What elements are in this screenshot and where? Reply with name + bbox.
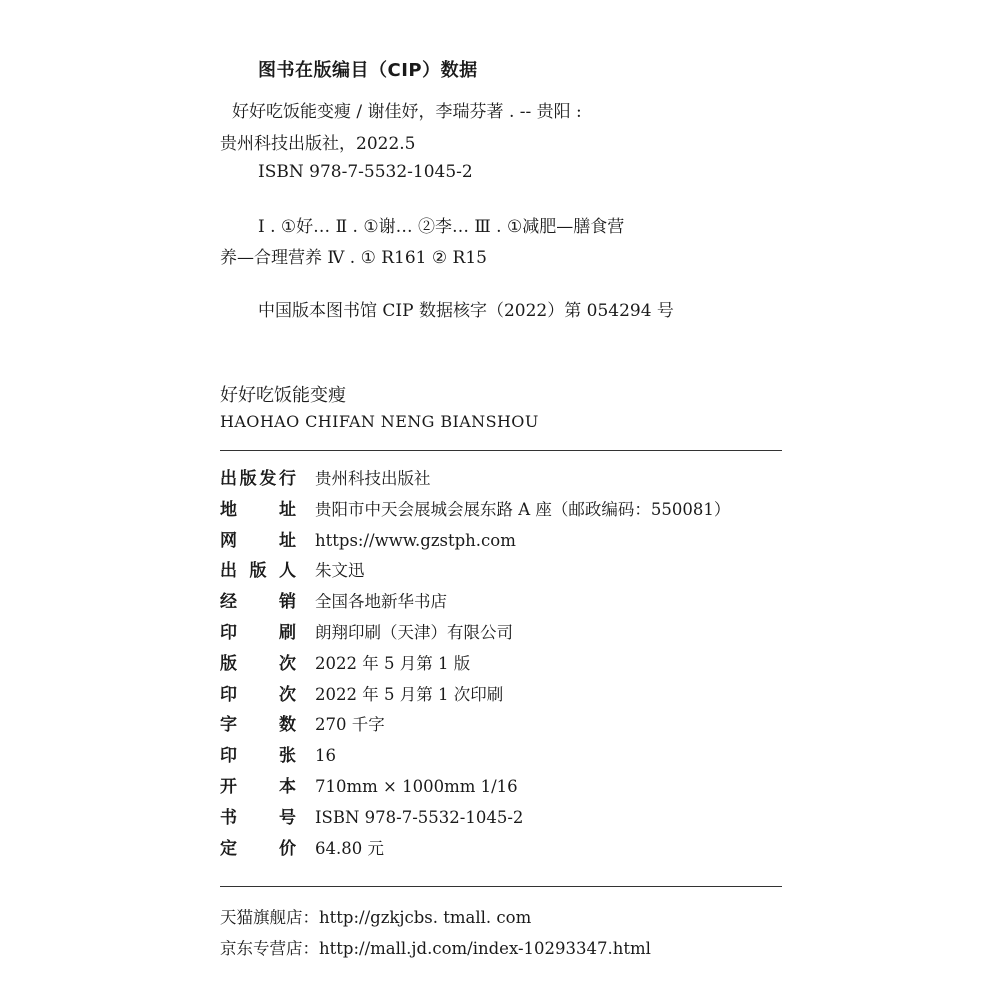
info-row [220, 837, 782, 868]
info-value: 贵州科技出版社 [315, 469, 431, 488]
book-title-chinese: 好好吃饭能变瘦 [220, 385, 346, 406]
cip-isbn: ISBN 978-7-5532-1045-2 [258, 162, 473, 182]
info-row [220, 467, 782, 498]
info-value: ISBN 978-7-5532-1045-2 [315, 807, 524, 827]
info-label-char: 印 [220, 684, 237, 705]
info-label [220, 775, 296, 799]
info-row [220, 590, 782, 621]
info-value: 710mm × 1000mm 1/16 [315, 776, 518, 796]
info-label-char: 印 [220, 746, 237, 767]
info-label [220, 590, 296, 614]
info-label-char: 次 [279, 684, 296, 705]
info-label [220, 529, 296, 553]
info-label-char: 人 [279, 561, 296, 582]
info-label-char: 开 [220, 776, 237, 797]
info-value: 全国各地新华书店 [315, 592, 447, 612]
info-label [220, 837, 296, 861]
info-label-char: 刷 [279, 622, 296, 643]
bottom-divider [220, 886, 782, 887]
jd-store-line: 京东专营店：http://mall.jd.com/index-10293347.html [220, 939, 651, 958]
info-label-char: 号 [279, 807, 296, 828]
info-value: 2022 年 5 月第 1 版 [315, 653, 471, 673]
info-label-char: 印 [220, 622, 237, 643]
info-label-char: 次 [279, 653, 296, 674]
info-label-char: 出 [220, 561, 237, 582]
info-label [220, 744, 296, 768]
info-label [220, 683, 296, 707]
info-label-char: 本 [279, 776, 296, 797]
info-value: 64.80 元 [315, 838, 384, 858]
info-row [220, 621, 782, 652]
info-row [220, 806, 782, 837]
info-row [220, 529, 782, 560]
info-label [220, 467, 296, 491]
info-row [220, 652, 782, 683]
info-label [220, 498, 296, 522]
info-value: 朱文迅 [315, 561, 365, 581]
cip-record-line-2: 贵州科技出版社，2022.5 [220, 134, 416, 154]
tmall-store-line: 天猫旗舰店：http://gzkjcbs. tmall. com [220, 908, 532, 927]
info-label-char: 数 [279, 715, 296, 736]
info-value: 朗翔印刷（天津）有限公司 [315, 622, 513, 642]
info-label-char: 地 [220, 499, 237, 520]
info-label [220, 713, 296, 737]
info-row [220, 683, 782, 714]
info-label [220, 621, 296, 645]
info-label-char: 字 [220, 715, 237, 736]
info-label-char: 版 [249, 561, 267, 582]
book-title-pinyin: HAOHAO CHIFAN NENG BIANSHOU [220, 412, 539, 431]
info-label-char: 书 [220, 807, 237, 828]
info-label-char: 张 [279, 746, 296, 767]
info-row [220, 744, 782, 775]
info-row [220, 559, 782, 590]
info-row [220, 775, 782, 806]
info-value: 2022 年 5 月第 1 次印刷 [315, 684, 504, 704]
info-value: 贵阳市中天会展城会展东路 A 座（邮政编码：550081） [315, 499, 731, 519]
info-row [220, 713, 782, 744]
cip-subject-line-1: Ⅰ . ①好… Ⅱ . ①谢… ②李… Ⅲ . ①减肥—膳食营 [258, 217, 625, 237]
cip-record-number: 中国版本图书馆 CIP 数据核字（2022）第 054294 号 [258, 301, 674, 321]
info-label-char: 址 [279, 499, 296, 520]
info-label-char: 版 [220, 653, 237, 674]
info-value: 16 [315, 746, 336, 766]
info-label-char: 出 [220, 469, 237, 489]
cip-heading: 图书在版编目（CIP）数据 [258, 60, 478, 81]
info-row [220, 498, 782, 529]
top-divider [220, 450, 782, 451]
info-value: https://www.gzstph.com [315, 530, 516, 550]
publication-info-table [220, 467, 782, 867]
info-label-char: 销 [279, 592, 296, 613]
info-label-char: 址 [279, 530, 296, 551]
info-label-char: 网 [220, 530, 237, 551]
info-label-char: 价 [279, 838, 296, 859]
cip-subject-line-2: 养—合理营养 Ⅳ . ① R161 ② R15 [220, 248, 487, 268]
info-value: 270 千字 [315, 715, 385, 735]
info-label-char: 行 [278, 469, 296, 489]
cip-record-line-1: 好好吃饭能变瘦 / 谢佳妤，李瑞芬著 . -- 贵阳 : [232, 102, 582, 122]
info-label [220, 806, 296, 830]
info-label [220, 559, 296, 583]
info-label-char: 定 [220, 838, 237, 859]
info-label [220, 652, 296, 676]
info-label-char: 版 [239, 469, 257, 489]
info-label-char: 经 [220, 592, 237, 613]
info-label-char: 发 [259, 469, 277, 489]
